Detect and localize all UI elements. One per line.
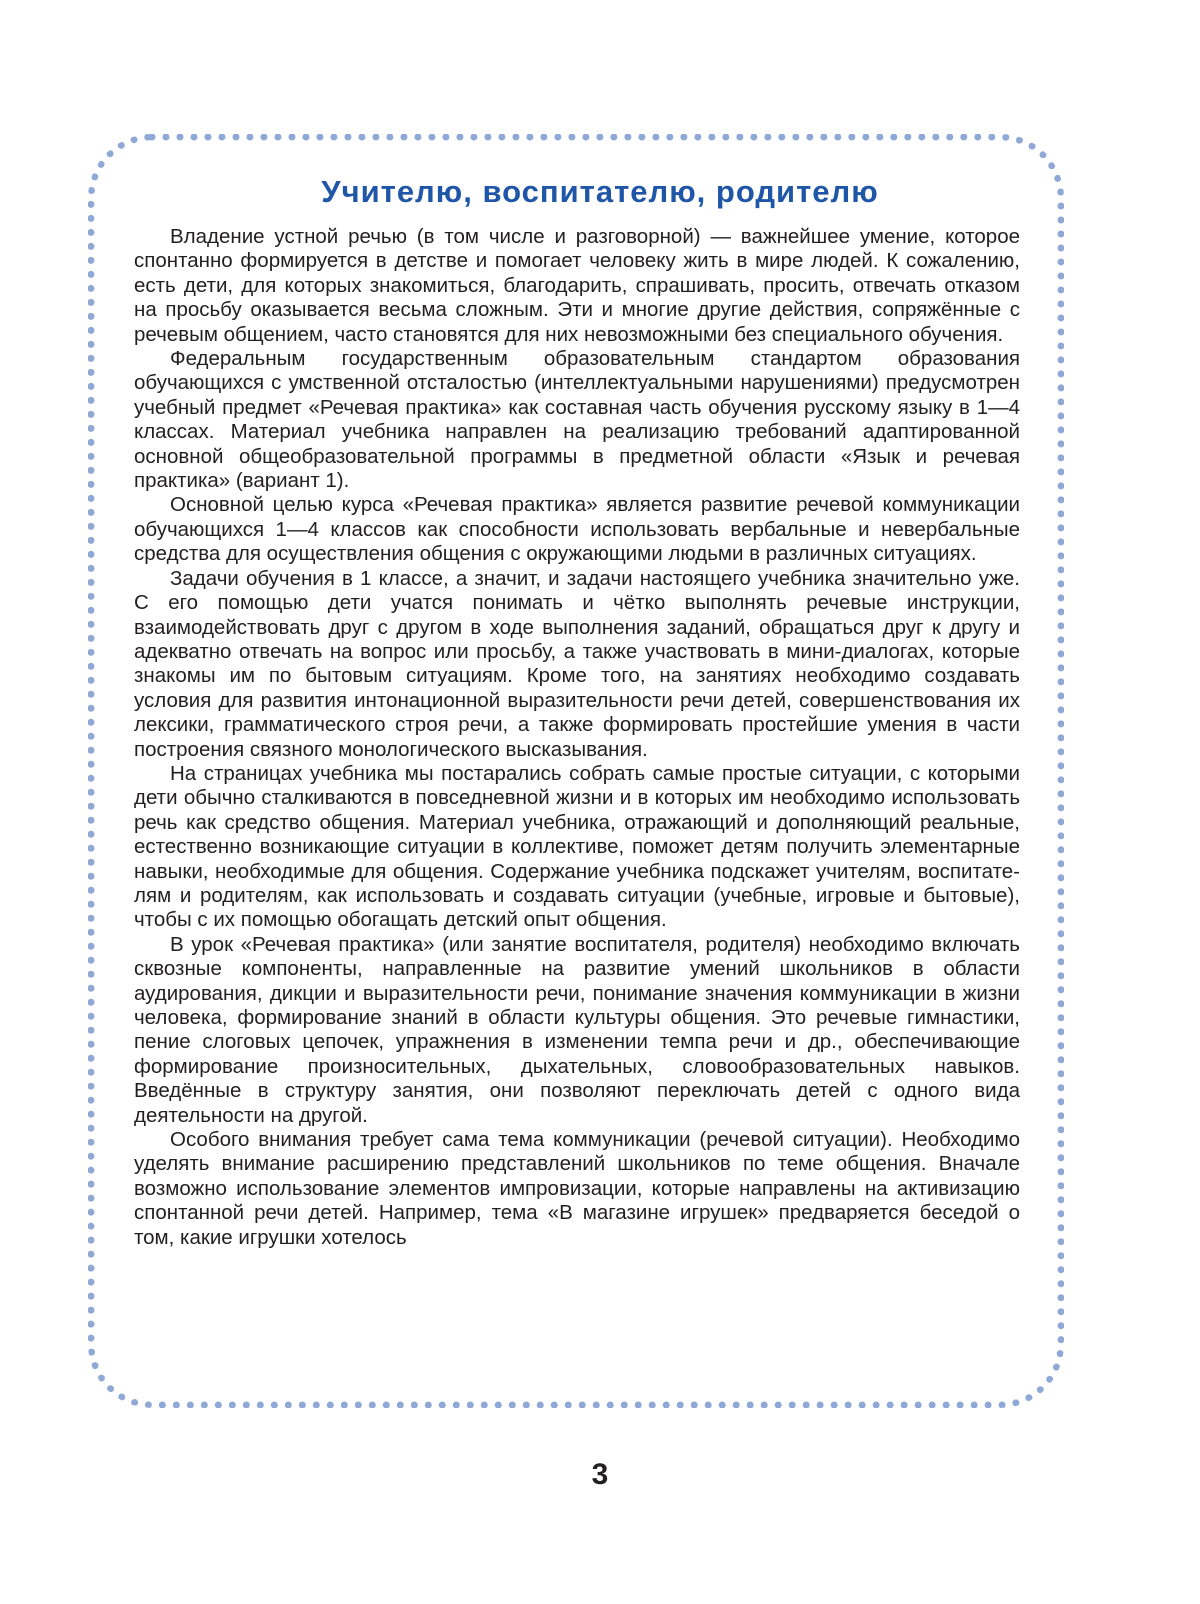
paragraph-4: Задачи обучения в 1 классе, а значит, и задачи настоящего учебника значительно уже. С его помощью дети учатся понимать и чётко выполнять речевые инструкции, взаимодействовать друг с другом в ходе выполнения заданий, обращаться друг к другу и адекватно отвечать на вопрос или просьбу, а также участвовать в мини-диалогах, которые знакомы им по бытовым ситуациям. Кроме того, на занятиях необходимо создавать условия для развития интонационной выразительности речи детей, совершенствования их лексики, грамматического строя речи, а также формировать простейшие умения в части построения связного монологического высказывания.	[134, 566, 1020, 761]
paragraph-1: Владение устной речью (в том числе и разговорной) — важнейшее умение, которое спонтанно формируется в детстве и помогает человеку жить в мире людей. К сожалению, есть дети, для которых знакомиться, благодарить, спрашивать, просить, отвечать отказом на просьбу оказывается весьма сложным. Эти и многие другие действия, сопряжённые с речевым общением, часто становятся для них невозможными без специального обучения.	[134, 225, 1020, 346]
body-text	[134, 225, 1020, 1250]
paragraph-2: Федеральным государственным образовательным стандартом образования обучающихся с умственной отсталостью (интеллектуальными нарушениями) предусмотрен учебный предмет «Речевая практика» как составная часть обучения русскому языку в 1—4 классах. Материал учебника направлен на реализацию требований адаптированной основной общеобразовательной программы в предметной области «Язык и речевая практика» (вариант 1).	[134, 347, 1020, 493]
paragraph-7: Особого внимания требует сама тема коммуникации (речевой ситуации). Необходимо уделять внимание расширению представлений школьников по теме общения. Вначале возможно использование элементов импровизации, которые направлены на активизацию спонтанной речи детей. Например, тема «В магазине игрушек» предваряется беседой о том, какие игрушки хотелось	[134, 1128, 1020, 1249]
page-number: 3	[591, 1458, 609, 1491]
paragraph-6: В урок «Речевая практика» (или занятие воспитателя, родителя) необходимо включать сквозные компоненты, направленные на развитие умений школьников в области аудирования, дикции и выразительности речи, понимание значения коммуникации в жизни человека, формирование знаний в области культуры общения. Это речевые гимнастики, пение слоговых цепочек, упражнения в изменении темпа речи и др., обеспечивающие формирование произносительных, дыхательных, словообразовательных навыков. Введённые в структуру занятия, они позволяют переключать детей с одного вида деятельности на другой.	[134, 932, 1020, 1127]
paragraph-5: На страницах учебника мы постарались собрать самые простые ситуации, с которыми дети обычно сталкиваются в повседневной жизни и в которых им необходимо использовать речь как средство общения. Материал учебника, отражающий и дополняющий реальные, естественно возникающие ситуации в коллективе, поможет детям получить элементарные навыки, необходимые для общения. Содержание учебника подскажет учителям, воспитателям и родителям, как использовать и создавать ситуации (учебные, игровые и бытовые), чтобы с их помощью обогащать детский опыт общения.	[134, 761, 1020, 932]
paragraph-3: Основной целью курса «Речевая практика» является развитие речевой коммуникации обучающихся 1—4 классов как способности использовать вербальные и невербальные средства для осуществления общения с окружающими людьми в различных ситуациях.	[134, 493, 1020, 566]
page-title: Учителю, воспитателю, родителю	[321, 174, 879, 209]
